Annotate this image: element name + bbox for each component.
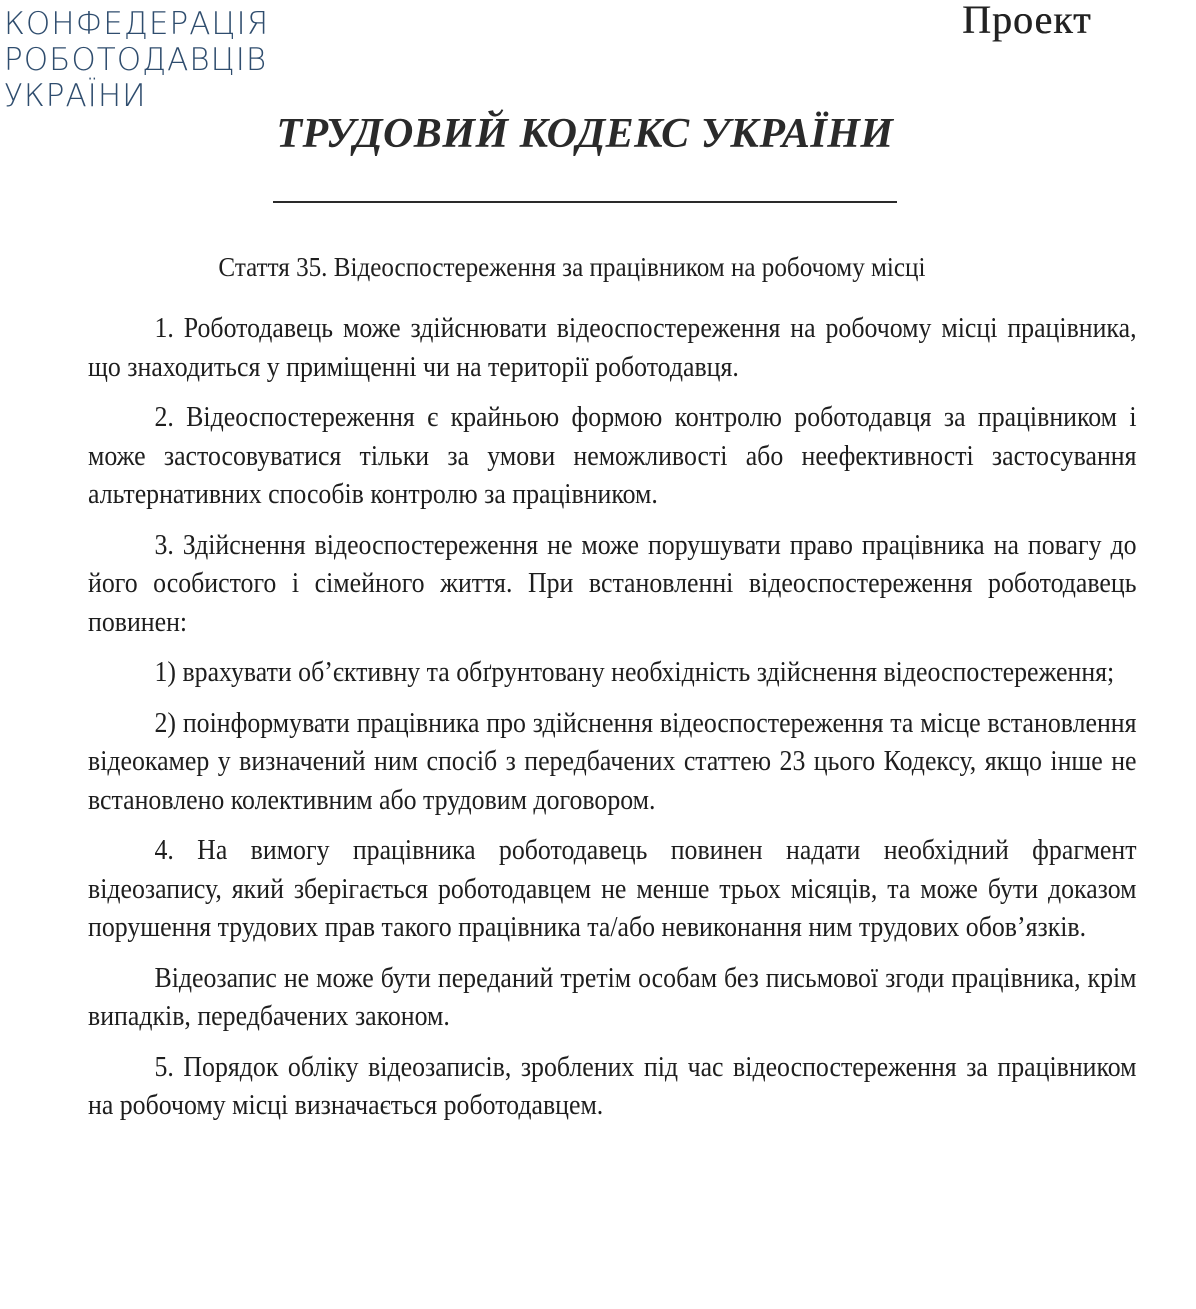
- document-title: ТРУДОВИЙ КОДЕКС УКРАЇНИ: [276, 111, 894, 157]
- article-body: [88, 310, 1137, 1138]
- paragraph-3-item-1: 1) врахувати об’єктивну та обґрунтовану необхідність здійснення відеоспостереження;: [154, 657, 1115, 688]
- paragraph-3-item-2: 2) поінформувати працівника про здійснення відеоспостереження та місце встановлення відеокамер у визначений ним спосіб з передбачених статтею 23 цього Кодексу, якщо інше не встановлено колективним або трудовим договором.: [88, 707, 1137, 816]
- title-divider: [273, 201, 897, 203]
- paragraph-4-continuation: Відеозапис не може бути переданий третім особам без письмової згоди працівника, крім випадків, передбачених законом.: [88, 962, 1137, 1032]
- paragraph-1: 1. Роботодавець може здійснювати відеоспостереження на робочому місці працівника, що знаходиться у приміщенні чи на території роботодавця.: [88, 313, 1137, 383]
- paragraph-3: 3. Здійснення відеоспостереження не може порушувати право працівника на повагу до його особистого і сімейного життя. При встановленні відеоспостереження роботодавець повинен:: [88, 529, 1137, 638]
- logo-line-3: УКРАЇНИ: [4, 78, 147, 114]
- draft-stamp: Проект: [962, 0, 1092, 42]
- logo-line-2: РОБОТОДАВЦІВ: [4, 42, 268, 78]
- article-heading: Стаття 35. Відеоспостереження за працівником на робочому місці: [218, 252, 926, 282]
- paragraph-2: 2. Відеоспостереження є крайньою формою контролю роботодавця за працівником і може застосовуватися тільки за умови неможливості або неефективності застосування альтернативних способів контролю за працівником.: [88, 402, 1137, 510]
- paragraph-5: 5. Порядок обліку відеозаписів, зроблених під час відеоспостереження за працівником на робочому місці визначається роботодавцем.: [88, 1051, 1137, 1121]
- logo-line-1: КОНФЕДЕРАЦІЯ: [4, 6, 270, 42]
- paragraph-4: 4. На вимогу працівника роботодавець повинен надати необхідний фрагмент відеозапису, який зберігається роботодавцем не менше трьох місяців, та може бути доказом порушення трудових прав такого працівника та/або невиконання ним трудових обов’язків.: [88, 835, 1137, 943]
- organization-logo: [4, 6, 269, 114]
